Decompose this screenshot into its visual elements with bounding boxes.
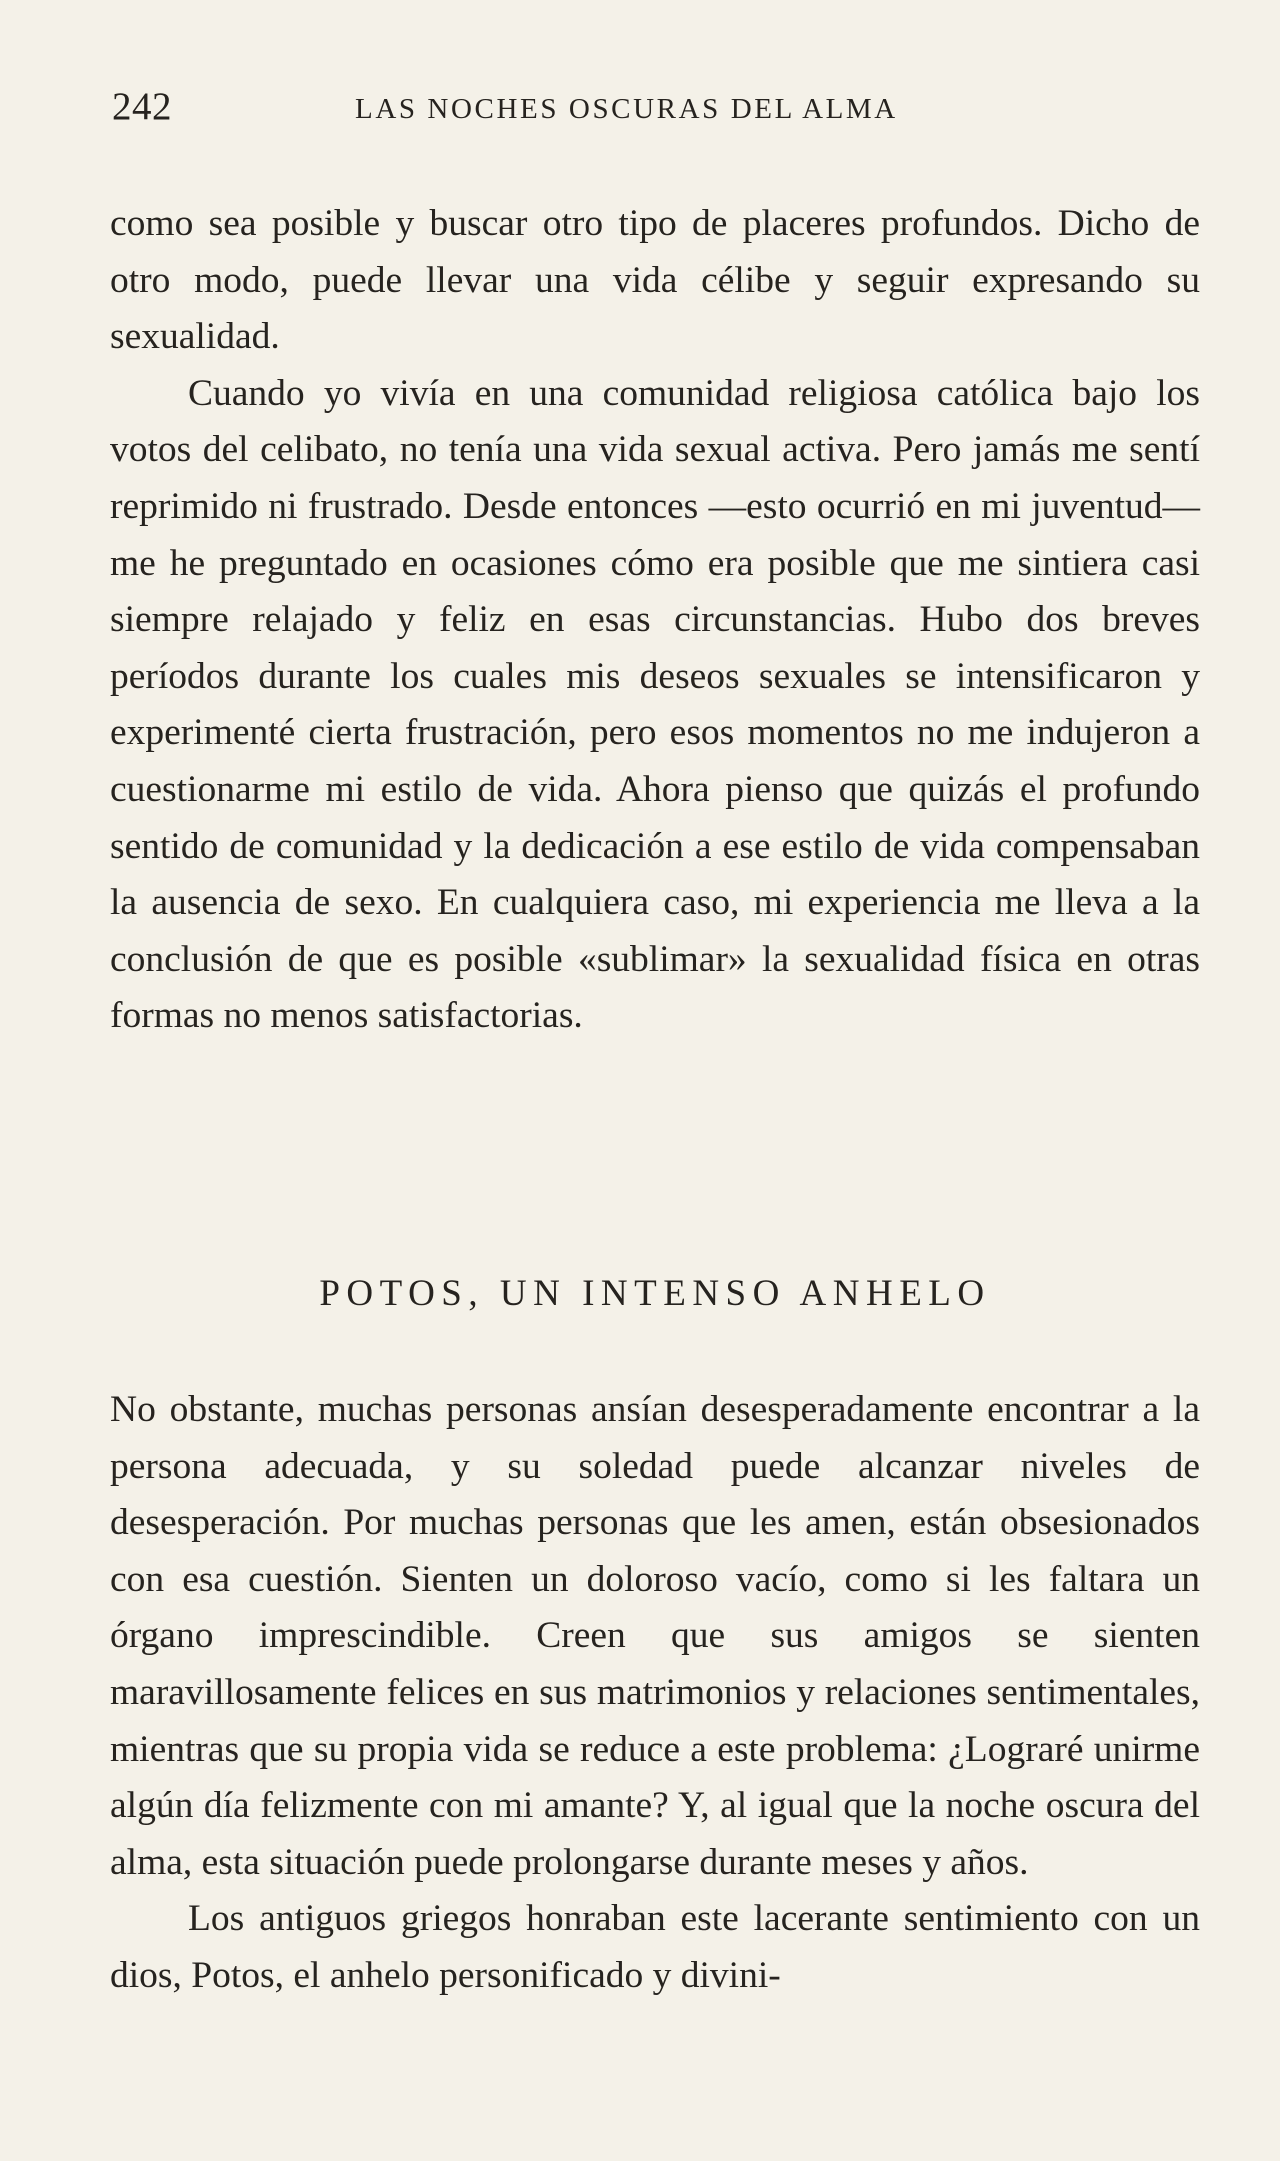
running-head <box>112 84 1202 134</box>
page-number: 242 <box>112 85 172 128</box>
paragraph: No obstante, muchas personas ansían desesperadamente encontrar a la persona adecuada, y su soledad puede alcanzar niveles de desesperación. Por muchas personas que les amen, están obsesionados con esa cuestión. Sienten un doloroso vacío, como si les faltara un órgano imprescindible. Creen que sus amigos se sienten maravillosamente felices en sus matrimonios y relaciones sentimentales, mientras que su propia vida se reduce a este problema: ¿Lograré unirme algún día felizmente con mi amante? Y, al igual que la noche oscura del alma, esta situación puede prolongarse durante meses y años. <box>110 1389 1200 1883</box>
running-title: LAS NOCHES OSCURAS DEL ALMA <box>355 93 898 125</box>
paragraph: Cuando yo vivía en una comunidad religiosa católica bajo los votos del celibato, no tenía una vida sexual activa. Pero jamás me sentí reprimido ni frustrado. Desde entonces —esto ocurrió en mi juventud— me he preguntado en ocasiones cómo era posible que me sintiera casi siempre relajado y feliz en esas circunstancias. Hubo dos breves períodos durante los cuales mis deseos sexuales se intensificaron y experimenté cierta frustración, pero esos momentos no me indujeron a cuestionarme mi estilo de vida. Ahora pienso que quizás el profundo sentido de comunidad y la dedicación a ese estilo de vida compensaban la ausencia de sexo. En cualquiera caso, mi experiencia me lleva a la conclusión de que es posible «sublimar» la sexualidad física en otras formas no menos satisfactorias. <box>110 372 1200 1037</box>
section-one-text <box>110 196 1200 1045</box>
paragraph: Los antiguos griegos honraban este lacerante sentimiento con un dios, Potos, el anhelo personificado y divini- <box>110 1898 1200 1996</box>
paragraph: como sea posible y buscar otro tipo de placeres profundos. Dicho de otro modo, puede llevar una vida célibe y seguir expresando su sexualidad. <box>110 203 1200 358</box>
section-two-text <box>110 1382 1200 2005</box>
section-heading: POTOS, UN INTENSO ANHELO <box>319 1273 991 1314</box>
